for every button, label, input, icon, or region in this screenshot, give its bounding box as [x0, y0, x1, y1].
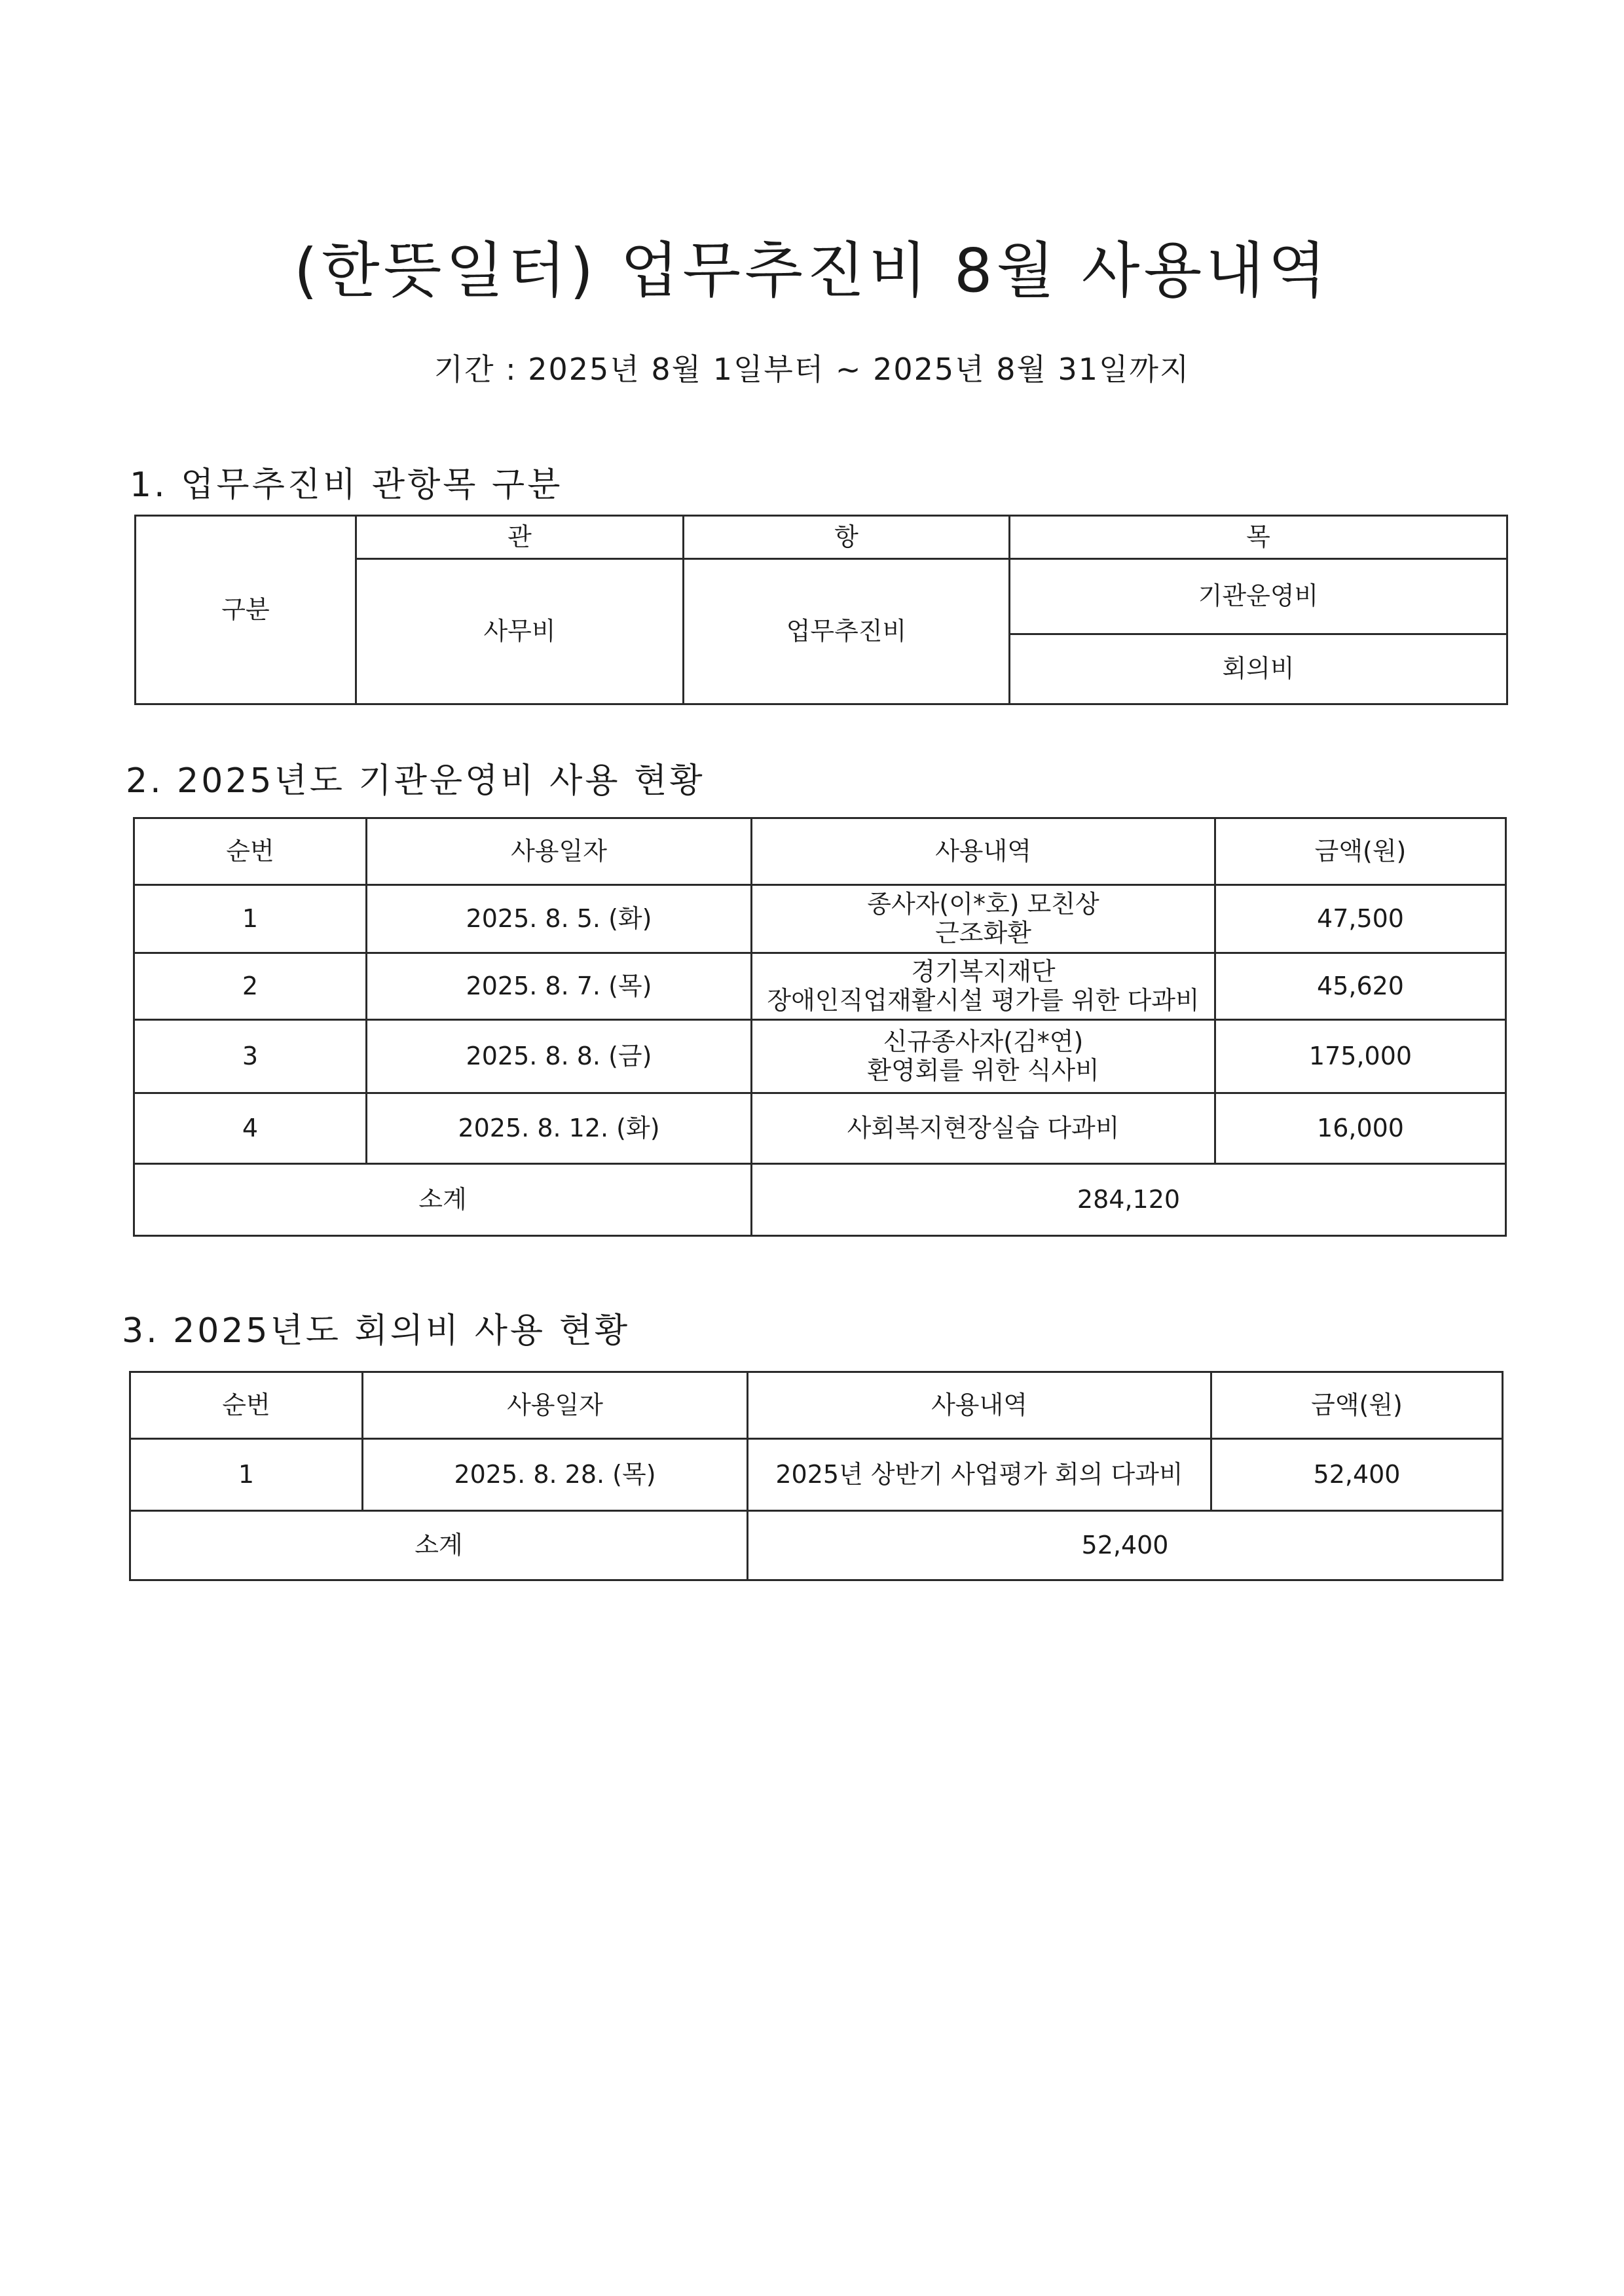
header-date: 사용일자	[363, 1372, 748, 1439]
row-amount: 45,620	[1215, 953, 1506, 1020]
row-amount: 16,000	[1215, 1093, 1506, 1164]
table-row	[130, 1439, 1503, 1511]
row-desc-line1: 종사자(이*호) 모친상	[867, 889, 1099, 919]
row-desc-line1: 경기복지재단	[911, 957, 1056, 986]
subtotal-row	[134, 1164, 1506, 1236]
mok-value-operation: 기관운영비	[1010, 559, 1507, 634]
row-no: 2	[134, 953, 367, 1020]
row-desc-line2: 장애인직업재활시설 평가를 위한 다과비	[767, 985, 1200, 1015]
row-no: 1	[130, 1439, 363, 1511]
row-no: 4	[134, 1093, 367, 1164]
table-row	[134, 1020, 1506, 1093]
table-row	[134, 1093, 1506, 1164]
subtotal-label: 소계	[130, 1511, 748, 1580]
row-desc-line1: 신규종사자(김*연)	[883, 1027, 1084, 1056]
row-desc	[752, 885, 1215, 953]
col-header-hang: 항	[684, 516, 1010, 559]
hang-value: 업무추진비	[684, 559, 1010, 704]
row-no: 3	[134, 1020, 367, 1093]
row-date: 2025. 8. 7. (목)	[367, 953, 752, 1020]
section2-heading: 2. 2025년도 기관운영비 사용 현황	[126, 761, 705, 801]
row-desc-line2: 근조화환	[935, 918, 1031, 947]
header-amount: 금액(원)	[1215, 818, 1506, 885]
row-date: 2025. 8. 12. (화)	[367, 1093, 752, 1164]
col-header-gwan: 관	[356, 516, 684, 559]
row-desc: 사회복지현장실습 다과비	[752, 1093, 1215, 1164]
section3-heading: 3. 2025년도 회의비 사용 현황	[122, 1311, 631, 1351]
row-no: 1	[134, 885, 367, 953]
row-desc: 2025년 상반기 사업평가 회의 다과비	[748, 1439, 1211, 1511]
row-date: 2025. 8. 28. (목)	[363, 1439, 748, 1511]
subtotal-value: 52,400	[748, 1511, 1503, 1580]
document-title: (한뜻일터) 업무추진비 8월 사용내역	[293, 236, 1331, 306]
period-text: 기간 : 2025년 8월 1일부터 ~ 2025년 8월 31일까지	[434, 352, 1190, 387]
subtotal-label: 소계	[134, 1164, 752, 1236]
header-desc: 사용내역	[752, 818, 1215, 885]
meeting-expense-table	[129, 1371, 1504, 1581]
header-amount: 금액(원)	[1211, 1372, 1503, 1439]
row-amount: 175,000	[1215, 1020, 1506, 1093]
table-row	[134, 885, 1506, 953]
row-desc	[752, 953, 1215, 1020]
row-date: 2025. 8. 5. (화)	[367, 885, 752, 953]
subtotal-value: 284,120	[752, 1164, 1506, 1236]
budget-structure-table	[134, 515, 1508, 705]
row-desc-line2: 환영회를 위한 식사비	[867, 1055, 1099, 1085]
operation-expense-table	[133, 817, 1507, 1237]
row-label-gubun: 구분	[136, 516, 356, 704]
table-row	[134, 953, 1506, 1020]
mok-value-meeting: 회의비	[1010, 634, 1507, 704]
section1-heading: 1. 업무추진비 관항목 구분	[130, 465, 563, 505]
header-desc: 사용내역	[748, 1372, 1211, 1439]
col-header-mok: 목	[1010, 516, 1507, 559]
row-amount: 52,400	[1211, 1439, 1503, 1511]
row-desc	[752, 1020, 1215, 1093]
header-date: 사용일자	[367, 818, 752, 885]
row-date: 2025. 8. 8. (금)	[367, 1020, 752, 1093]
row-amount: 47,500	[1215, 885, 1506, 953]
header-no: 순번	[130, 1372, 363, 1439]
subtotal-row	[130, 1511, 1503, 1580]
gwan-value: 사무비	[356, 559, 684, 704]
header-no: 순번	[134, 818, 367, 885]
